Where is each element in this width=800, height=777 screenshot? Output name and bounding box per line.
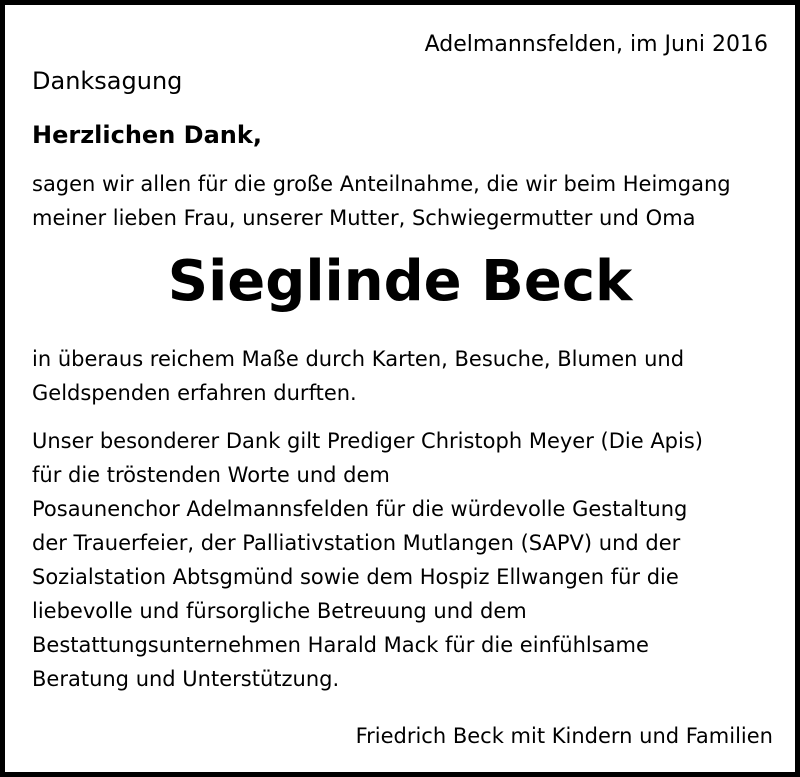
paragraph-line: Geldspenden erfahren durften. <box>32 381 357 405</box>
paragraph-line: Sozialstation Abtsgmünd sowie dem Hospiz Ellwangen für die <box>32 565 679 589</box>
signature: Friedrich Beck mit Kindern und Familien <box>355 724 773 748</box>
paragraph-condolences <box>32 342 684 410</box>
intro-line: meiner lieben Frau, unserer Mutter, Schwiegermutter und Oma <box>32 206 696 230</box>
place-and-date: Adelmannsfelden, im Juni 2016 <box>424 32 768 57</box>
paragraph-line: liebevolle und fürsorgliche Betreuung und dem <box>32 599 527 623</box>
greeting: Herzlichen Dank, <box>32 121 262 149</box>
paragraph-line: Posaunenchor Adelmannsfelden für die würdevolle Gestaltung <box>32 497 688 521</box>
intro-text <box>32 167 731 235</box>
paragraph-line: für die tröstenden Worte und dem <box>32 463 390 487</box>
paragraph-line: Unser besonderer Dank gilt Prediger Christoph Meyer (Die Apis) <box>32 429 703 453</box>
intro-line: sagen wir allen für die große Anteilnahme, die wir beim Heimgang <box>32 172 731 196</box>
paragraph-line: Bestattungsunternehmen Harald Mack für die einfühlsame <box>32 633 649 657</box>
deceased-name: Sieglinde Beck <box>167 249 633 314</box>
notice-heading: Danksagung <box>32 67 183 95</box>
paragraph-special-thanks <box>32 424 703 696</box>
paragraph-line: Beratung und Unterstützung. <box>32 667 340 691</box>
paragraph-line: der Trauerfeier, der Palliativstation Mutlangen (SAPV) und der <box>32 531 681 555</box>
paragraph-line: in überaus reichem Maße durch Karten, Besuche, Blumen und <box>32 347 685 371</box>
